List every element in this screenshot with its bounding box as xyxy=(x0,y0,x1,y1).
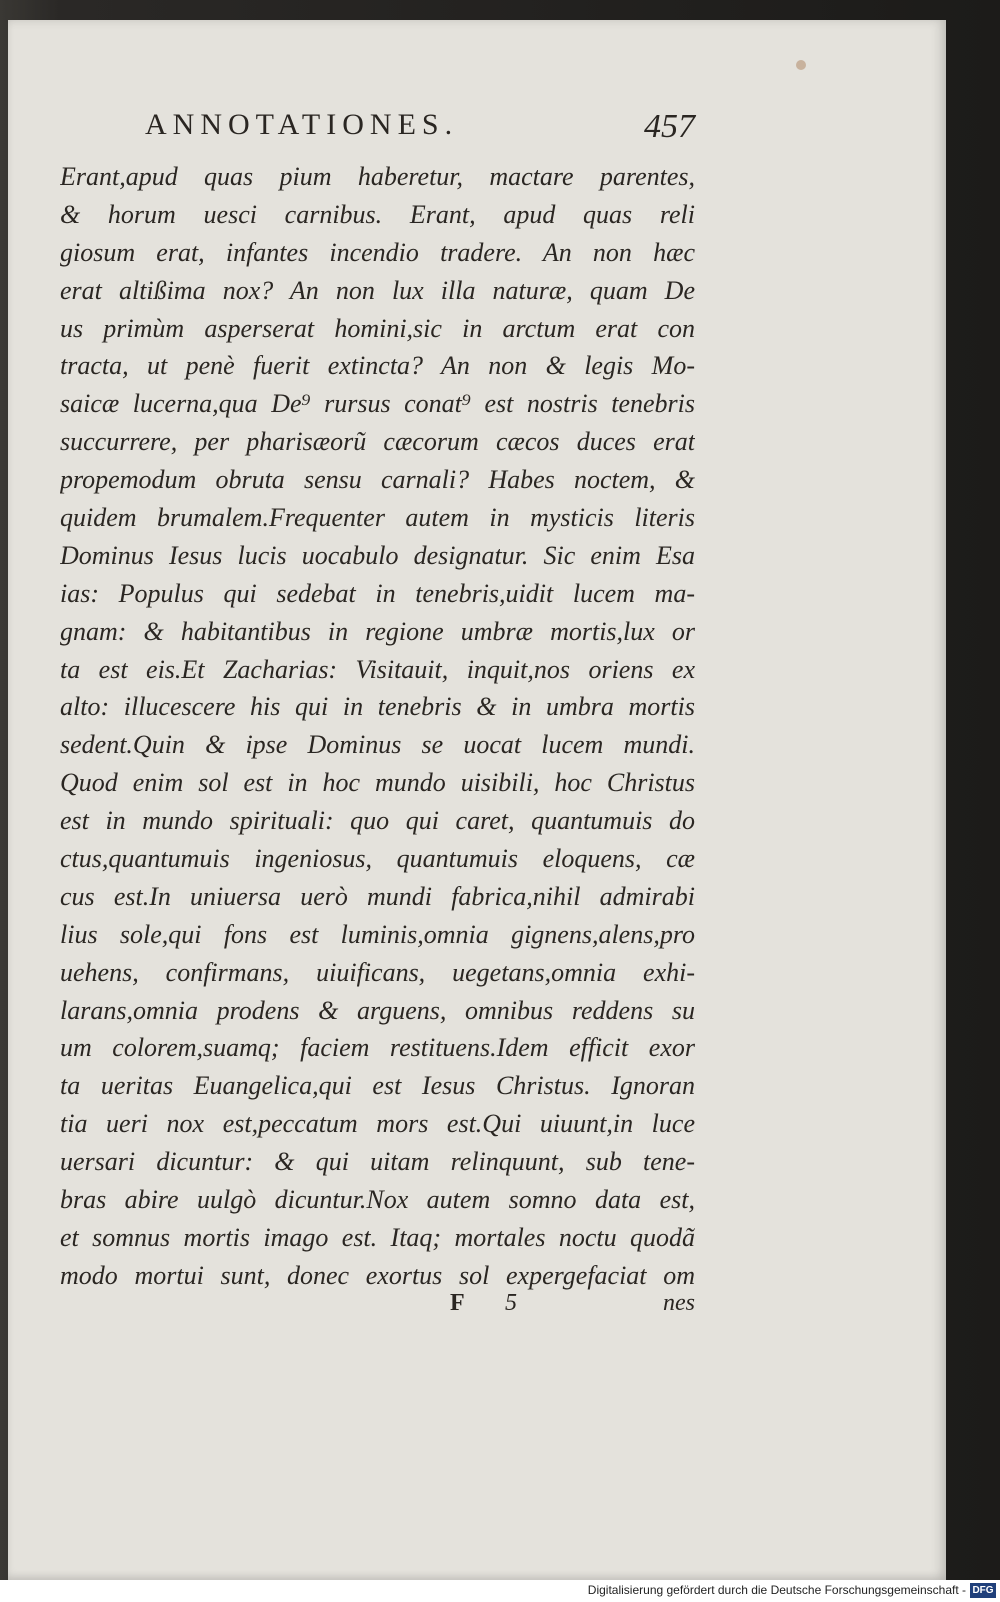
paper-stain xyxy=(796,60,806,70)
text-line: gnam: & habitantibus in regione umbræ mortis,lux or xyxy=(60,616,695,646)
text-line: cus est.In uniuersa uerò mundi fabrica,nihil admirabi xyxy=(60,881,695,911)
catchword: nes xyxy=(663,1290,695,1316)
body-text xyxy=(60,158,695,1295)
dfg-logo: DFG xyxy=(970,1583,996,1598)
credit-text: Digitalisierung gefördert durch die Deutsche Forschungsgemeinschaft - xyxy=(587,1583,966,1597)
text-line: ctus,quantumuis ingeniosus, quantumuis eloquens, cæ xyxy=(60,844,695,874)
text-line: propemodum obruta sensu carnali? Habes noctem, & xyxy=(60,465,695,495)
text-line: quidem brumalem.Frequenter autem in mysticis literis xyxy=(60,503,695,533)
text-line: et somnus mortis imago est. Itaq; mortales noctu quodã xyxy=(60,1222,695,1252)
text-line: tia ueri nox est,peccatum mors est.Qui uiuunt,in luce xyxy=(60,1109,695,1139)
text-line: succurrere, per pharisæorũ cæcorum cæcos duces erat xyxy=(60,427,695,457)
text-line: Erant,apud quas pium haberetur, mactare parentes, xyxy=(60,162,695,191)
text-line: sedent.Quin & ipse Dominus se uocat lucem mundi. xyxy=(60,730,695,760)
page-number: 457 xyxy=(644,108,695,145)
text-line: erat altißima nox? An non lux illa naturæ, quam De xyxy=(60,275,695,305)
text-line: larans,omnia prodens & arguens, omnibus reddens su xyxy=(60,995,695,1025)
text-line: tracta, ut penè fuerit extincta? An non & legis Mo- xyxy=(60,351,695,381)
text-line: giosum erat, infantes incendio tradere. An non hæc xyxy=(60,237,695,267)
running-title: ANNOTATIONES. xyxy=(145,108,459,141)
text-line: & horum uesci carnibus. Erant, apud quas reli xyxy=(60,199,695,229)
page-footer xyxy=(60,1290,695,1326)
text-line: uersari dicuntur: & qui uitam relinquunt, sub tene- xyxy=(60,1147,695,1177)
text-line: alto: illucescere his qui in tenebris & in umbra mortis xyxy=(60,692,695,722)
running-head xyxy=(145,108,695,158)
text-line: Quod enim sol est in hoc mundo uisibili, hoc Christus xyxy=(60,768,695,798)
signature-mark: F xyxy=(450,1290,465,1316)
text-line: modo mortui sunt, donec exortus sol expergefaciat om xyxy=(60,1260,695,1290)
text-line: um colorem,suamq; faciem restituens.Idem efficit exor xyxy=(60,1033,695,1063)
text-line: Dominus Iesus lucis uocabulo designatur. Sic enim Esa xyxy=(60,540,695,570)
text-line: est in mundo spirituali: quo qui caret, quantumuis do xyxy=(60,806,695,836)
text-line: ta ueritas Euangelica,qui est Iesus Christus. Ignoran xyxy=(60,1071,695,1101)
text-line: uehens, confirmans, uiuificans, uegetans,omnia exhi- xyxy=(60,957,695,987)
signature-number: 5 xyxy=(505,1290,517,1316)
text-line: lius sole,qui fons est luminis,omnia gignens,alens,pro xyxy=(60,919,695,949)
text-line: us primùm asperserat homini,sic in arctum erat con xyxy=(60,313,695,343)
text-line: saicæ lucerna,qua De⁹ rursus conat⁹ est nostris tenebris xyxy=(60,389,695,419)
text-line: bras abire uulgò dicuntur.Nox autem somno data est, xyxy=(60,1185,695,1215)
text-line: ias: Populus qui sedebat in tenebris,uidit lucem ma- xyxy=(60,578,695,608)
text-line: ta est eis.Et Zacharias: Visitauit, inquit,nos oriens ex xyxy=(60,654,695,684)
credit-bar xyxy=(0,1580,1000,1602)
